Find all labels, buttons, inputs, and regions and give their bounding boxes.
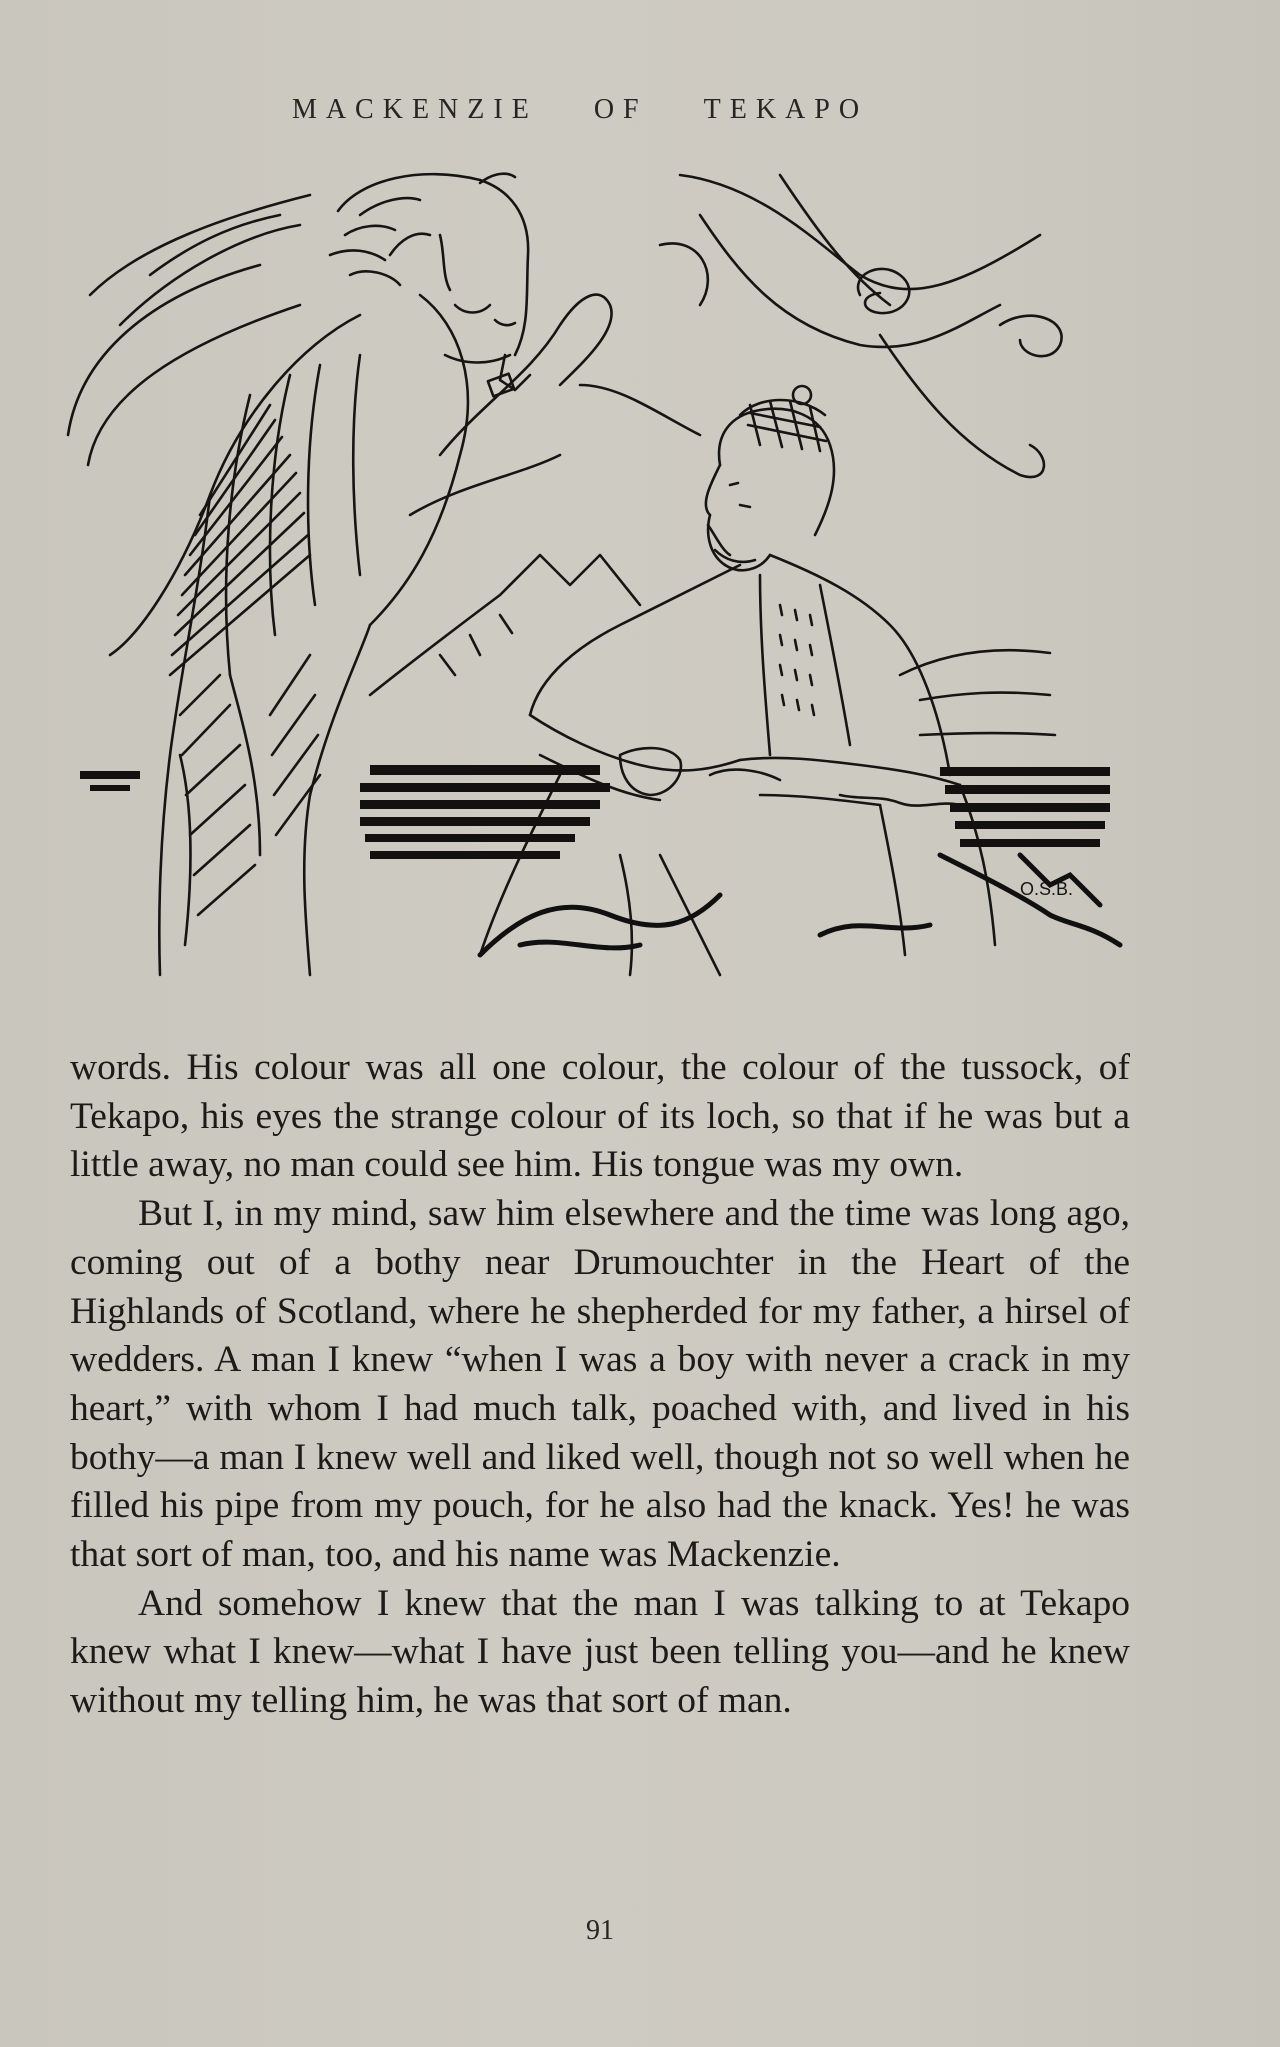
body-paragraph: words. His colour was all one colour, the colour of the tussock, of Tekapo, his eyes the strange colour of its loch, so that if he was but a little away, no man could see him. His tongue was my own. [70, 1047, 1130, 1186]
pen-ink-illustration [60, 155, 1140, 1015]
running-head-word: TEKAPO [703, 94, 869, 125]
running-head-word: OF [593, 94, 648, 125]
body-paragraph: But I, in my mind, saw him elsewhere and the time was long ago, coming out of a bothy near Drumouchter in the Heart of the Highlands of Scotland, where he shepherded for my father, a hirsel of wedders. A man I knew “when I was a boy with never a crack in my heart,” with whom I had much talk, poached with, and lived in his bothy—a man I knew well and liked well, though not so well when he filled his pipe from my pouch, for he also had the knack. Yes! he was that sort of man, too, and his name was Mackenzie. [70, 1193, 1130, 1576]
body-paragraph: And somehow I knew that the man I was talking to at Tekapo knew what I knew—what I have just been telling you—and he knew without my telling him, he was that sort of man. [70, 1582, 1130, 1722]
body-text [70, 1044, 1130, 1726]
running-head [0, 94, 1160, 126]
page-number: 91 [586, 1915, 614, 1946]
running-head-word: MACKENZIE [291, 94, 538, 125]
illustrator-signature: O.S.B. [1020, 879, 1074, 899]
